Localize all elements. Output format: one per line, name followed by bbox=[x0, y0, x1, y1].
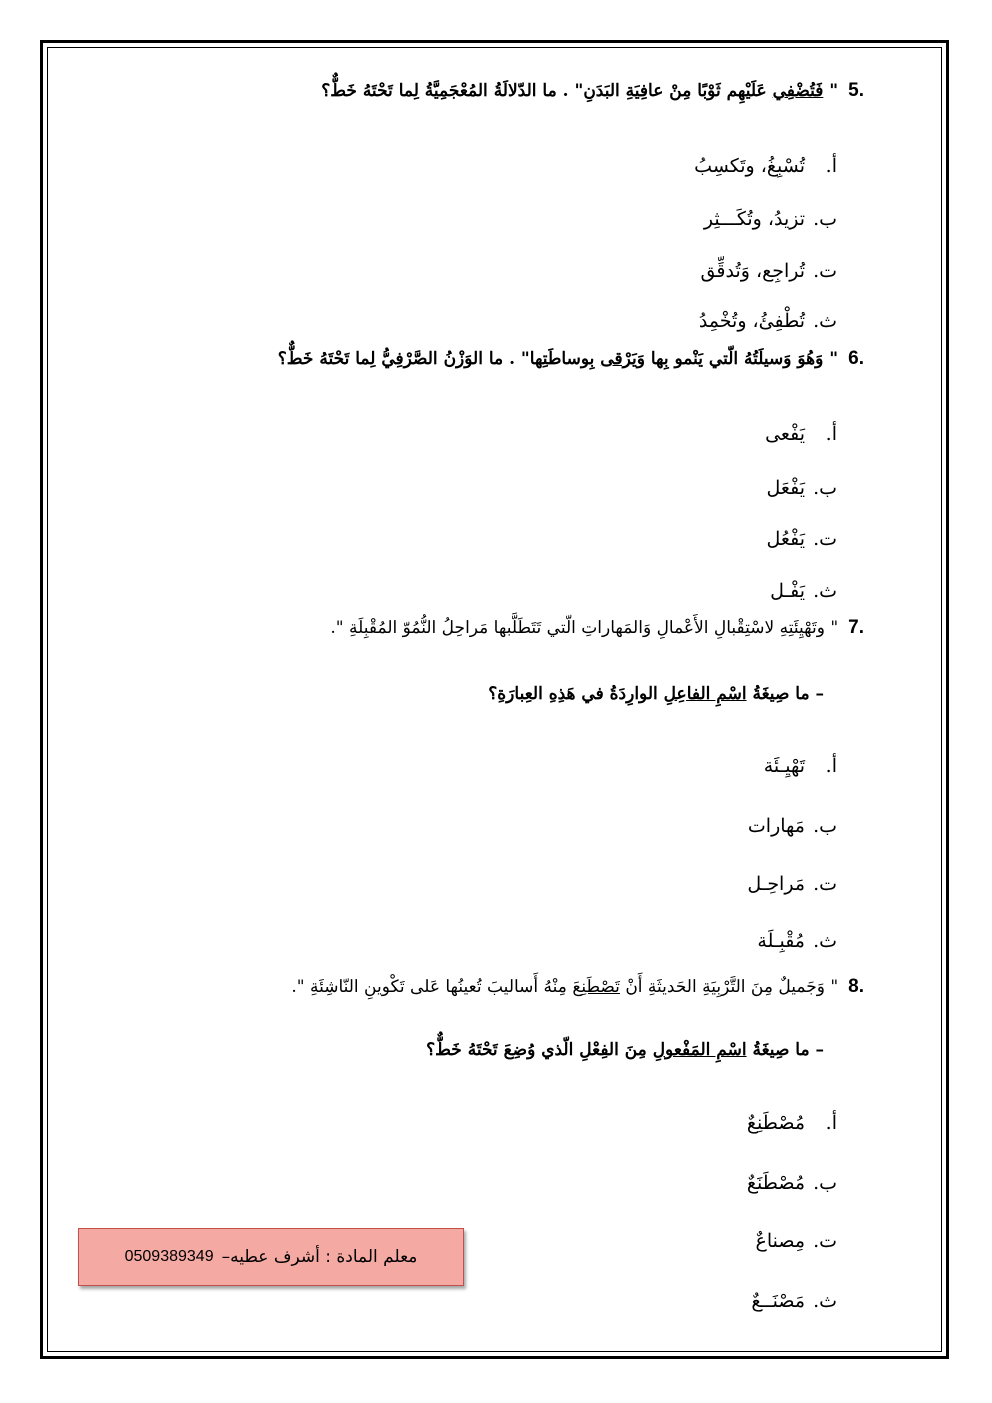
option-5c bbox=[701, 260, 837, 282]
option-text: تَهْيِـئَة bbox=[763, 755, 805, 777]
option-letter: ت. bbox=[813, 528, 837, 550]
option-text: مُصْطَنِعٌ bbox=[746, 1112, 805, 1134]
question-number: .8 bbox=[848, 976, 864, 997]
option-text: تُراجِع، وَتُدقِّق bbox=[700, 260, 805, 282]
option-text: تزيدُ، وتُكَـــثِر bbox=[703, 208, 805, 230]
option-7c bbox=[747, 873, 837, 895]
option-text: يَفْعُل bbox=[766, 528, 805, 550]
prompt-underlined: اسْمِ الفاعِلِ bbox=[663, 684, 747, 704]
option-8a bbox=[747, 1112, 837, 1134]
option-5d bbox=[699, 310, 837, 332]
prompt-text-before: – ما صِيغَةُ bbox=[746, 684, 824, 704]
question-underlined-word: يَرْقى bbox=[600, 349, 637, 369]
option-text: مُقْبِـلَة bbox=[757, 930, 805, 952]
option-text: يَفْعى bbox=[765, 423, 805, 445]
option-8c bbox=[755, 1230, 837, 1252]
question-text-after: مِنْهُ أَساليبَ تُعينُها عَلى تَكْوينِ النّاشِئَةِ ". bbox=[291, 977, 573, 997]
option-letter: أ. bbox=[825, 423, 837, 445]
option-text: تُسْبِغُ، وتَكسِبُ bbox=[694, 155, 805, 177]
option-letter: ت. bbox=[813, 873, 837, 895]
option-letter: أ. bbox=[825, 1112, 837, 1134]
option-letter: ت. bbox=[813, 1230, 837, 1252]
prompt-underlined: اسْمِ المَفْعولِ bbox=[652, 1040, 747, 1060]
teacher-phone: 0509389349 bbox=[124, 1248, 214, 1265]
option-letter: ث. bbox=[813, 580, 837, 602]
prompt-text-after: مِنَ الفِعْلِ الّذي وُضِعَ تَحْتَهُ خَطٌّ؟ bbox=[426, 1040, 653, 1060]
question-number: .7 bbox=[848, 617, 864, 638]
option-text: مَهارات bbox=[747, 815, 805, 837]
option-8b bbox=[747, 1172, 837, 1194]
question-6 bbox=[278, 348, 864, 370]
option-7d bbox=[757, 930, 837, 952]
prompt-text-after: الوارِدَةُ في هَذِهِ العِبارَةِ؟ bbox=[488, 684, 664, 704]
option-8d bbox=[751, 1290, 837, 1312]
option-6b bbox=[767, 477, 837, 499]
option-5b bbox=[704, 208, 837, 230]
option-text: يَفْعَل bbox=[766, 477, 805, 499]
option-text: مُصْطَنَعٌ bbox=[746, 1172, 805, 1194]
question-number: .5 bbox=[848, 80, 864, 101]
option-letter: ث. bbox=[813, 930, 837, 952]
question-text-before: " bbox=[823, 81, 839, 101]
option-letter: ب. bbox=[813, 815, 837, 837]
option-text: تُطْفِئُ، وتُخْمِدُ bbox=[698, 310, 805, 332]
option-6d bbox=[770, 580, 837, 602]
question-text-before: " وتَهْيِئَتِهِ لاسْتِقْبالِ الأَعْمالِ وَالمَهاراتِ الّتي تَتَطَلَّبها مَراحِلُ النُّمُوّ المُقْبِلَةِ ". bbox=[330, 618, 839, 638]
option-letter: ب. bbox=[813, 477, 837, 499]
question-text-before: " وَجَميلٌ مِنَ التَّرْبِيَةِ الحَديثَةِ أَنْ bbox=[619, 977, 839, 997]
teacher-label: معلم المادة : أشرف عطيه– bbox=[221, 1247, 418, 1267]
option-6c bbox=[767, 528, 837, 550]
question-underlined-word: تَصْطَنِعَ bbox=[572, 977, 620, 997]
option-text: يَفْـل bbox=[770, 580, 805, 602]
option-5a bbox=[694, 155, 837, 177]
prompt-text-before: – ما صِيغَةُ bbox=[746, 1040, 824, 1060]
option-letter: ت. bbox=[813, 260, 837, 282]
question-8-prompt bbox=[426, 1040, 824, 1060]
question-7 bbox=[330, 617, 864, 639]
option-letter: أ. bbox=[825, 755, 837, 777]
question-8 bbox=[291, 976, 864, 998]
question-5 bbox=[321, 80, 864, 102]
question-7-prompt bbox=[488, 684, 824, 704]
option-text: مَراحِـل bbox=[747, 873, 805, 895]
option-text: مِصناعٌ bbox=[755, 1230, 805, 1252]
option-letter: ب. bbox=[813, 208, 837, 230]
option-letter: ث. bbox=[813, 1290, 837, 1312]
option-text: مَصْنَــعٌ bbox=[751, 1290, 805, 1312]
option-7b bbox=[748, 815, 837, 837]
question-number: .6 bbox=[848, 348, 864, 369]
question-text-before: " وَهُوَ وَسيلَتُهُ الّتي يَنْمو بِها وَ bbox=[636, 349, 839, 369]
option-6a bbox=[765, 423, 837, 445]
teacher-info-box bbox=[78, 1228, 464, 1286]
option-letter: ث. bbox=[813, 310, 837, 332]
question-text-after: عَلَيْهِم ثَوْبًا مِنْ عافِيَةِ البَدَنِ" . ما الدّلالَةُ المُعْجَمِيَّةُ لِما تَحْتَهُ خَطٌّ؟ bbox=[321, 81, 773, 101]
option-letter: أ. bbox=[825, 155, 837, 177]
option-7a bbox=[764, 755, 837, 777]
question-text-after: بِوساطَتِها" . ما الوَزْنُ الصَّرْفِيُّ لِما تَحْتَهُ خَطٌّ؟ bbox=[277, 349, 601, 369]
option-letter: ب. bbox=[813, 1172, 837, 1194]
question-underlined-word: فَتُضْفِي bbox=[772, 81, 824, 101]
